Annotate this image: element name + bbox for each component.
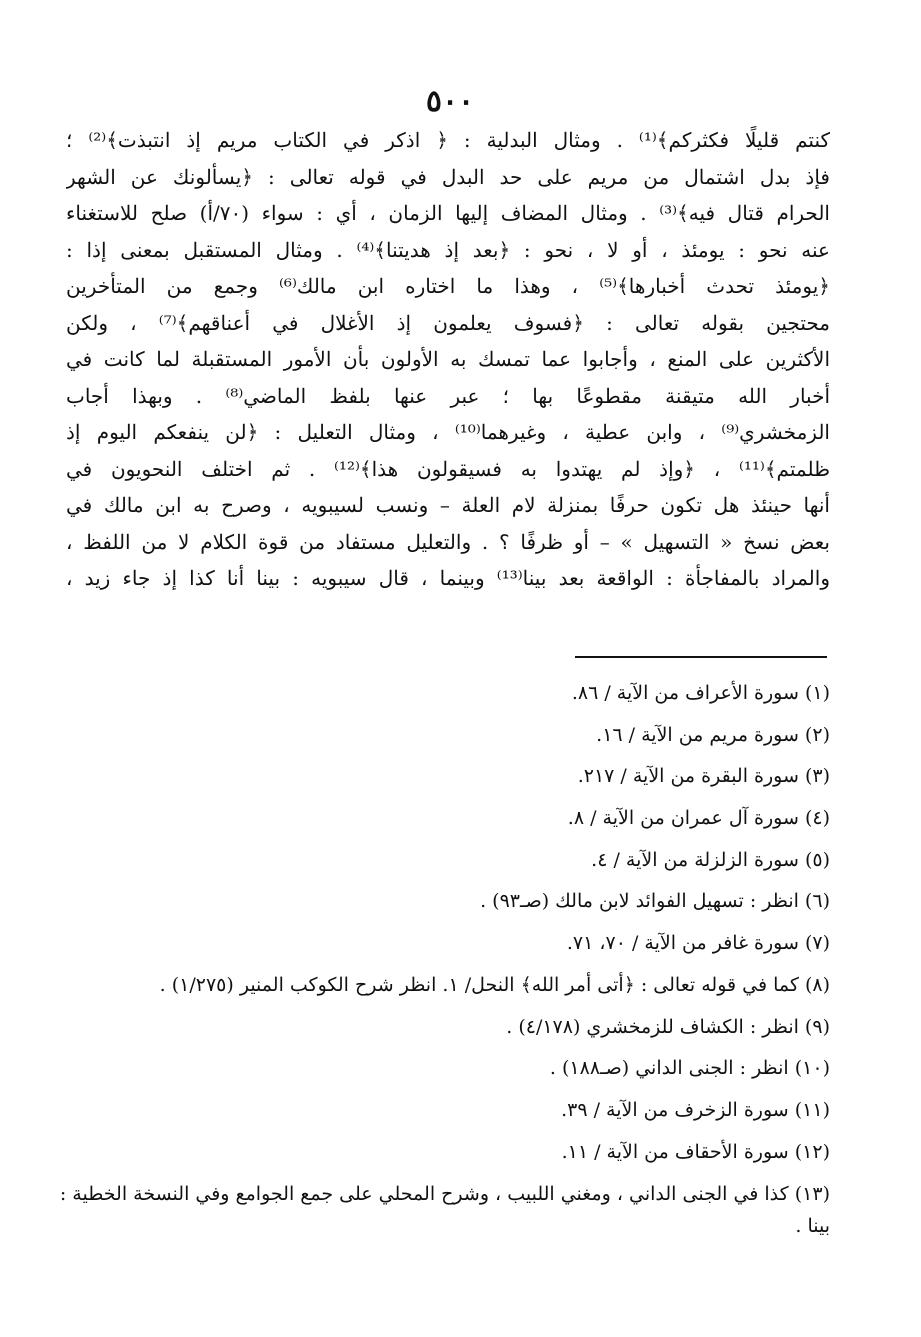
text-line: أنها حينئذ هل تكون حرفًا بمنزلة لام العلة – ونسب لسيبويه ، وصرح به ابن مالك في bbox=[66, 493, 830, 517]
text-line: والمراد بالمفاجأة : الواقعة بعد بينا⁽¹³⁾ وبينما ، قال سيبويه : بينا أنا كذا إذ جاء زيد ، bbox=[66, 566, 830, 590]
text-line: كنتم قليلًا فكثركم﴾⁽¹⁾ . ومثال البدلية : ﴿ اذكر في الكتاب مريم إذ انتبذت﴾⁽²⁾ ؛ bbox=[66, 128, 830, 152]
footnote: (٧) سورة غافر من الآية / ٧٠، ٧١. bbox=[566, 932, 830, 955]
footnote: (٦) انظر : تسهيل الفوائد لابن مالك (صـ٩٣) . bbox=[480, 890, 830, 913]
footnote: (٢) سورة مريم من الآية / ١٦. bbox=[596, 723, 830, 746]
footnote: (٩) انظر : الكشاف للزمخشري (٤/١٧٨) . bbox=[506, 1015, 830, 1038]
main-text bbox=[66, 122, 830, 597]
footnote: (٨) كما في قوله تعالى : ﴿أتى أمر الله﴾ النحل/ ١. انظر شرح الكوكب المنير (١/٢٧٥) . bbox=[159, 973, 830, 996]
footnote: (١١) سورة الزخرف من الآية / ٣٩. bbox=[561, 1098, 830, 1121]
footnote: (١٣) كذا في الجنى الداني ، ومغني اللبيب ، وشرح المحلي على جمع الجوامع وفي النسخة الخطية : بينا . bbox=[59, 1183, 830, 1238]
footnote: (١) سورة الأعراف من الآية / ٨٦. bbox=[571, 682, 830, 704]
footnote: (٤) سورة آل عمران من الآية / ٨. bbox=[567, 807, 830, 830]
footnote: (١٢) سورة الأحقاف من الآية / ١١. bbox=[561, 1140, 830, 1163]
footnote: (٥) سورة الزلزلة من الآية / ٤. bbox=[591, 848, 830, 871]
footnote: (١٠) انظر : الجنى الداني (صـ١٨٨) . bbox=[549, 1057, 830, 1080]
text-line: ظلمتم﴾⁽¹¹⁾ ، ﴿وإذ لم يهتدوا به فسيقولون هذا﴾⁽¹²⁾ . ثم اختلف النحويون في bbox=[66, 456, 830, 481]
footnote-separator bbox=[575, 656, 827, 658]
footnote: (٣) سورة البقرة من الآية / ٢١٧. bbox=[577, 765, 830, 788]
footnotes bbox=[58, 678, 830, 1242]
text-line: بعض نسخ « التسهيل » – أو ظرفًا ؟ . والتعليل مستفاد من قوة الكلام لا من اللفظ ، bbox=[66, 529, 830, 554]
text-line: عنه نحو : يومئذ ، أو لا ، نحو : ﴿بعد إذ هديتنا﴾⁽⁴⁾ . ومثال المستقبل بمعنى إذا : bbox=[66, 237, 830, 262]
page-number: ٥٠٠ bbox=[425, 84, 475, 119]
text-line: الأكثرين على المنع ، وأجابوا عما تمسك به الأولون بأن الأمور المستقبلة لما كانت في bbox=[66, 347, 830, 371]
text-line: الزمخشري⁽⁹⁾ ، وابن عطية ، وغيرهما⁽¹⁰⁾ ، ومثال التعليل : ﴿لن ينفعكم اليوم إذ bbox=[66, 420, 830, 444]
text-line: الحرام قتال فيه﴾⁽³⁾ . ومثال المضاف إليها الزمان ، أي : سواء (٧٠/أ) صلح للاستغناء bbox=[66, 201, 830, 225]
text-line: ﴿يومئذ تحدث أخبارها﴾⁽⁵⁾ ، وهذا ما اختاره ابن مالك⁽⁶⁾ وجمع من المتأخرين bbox=[66, 274, 830, 298]
text-line: فإذ بدل اشتمال من مريم على حد البدل في قوله تعالى : ﴿يسألونك عن الشهر bbox=[66, 164, 830, 189]
text-line: أخبار الله متيقنة مقطوعًا بها ؛ عبر عنها بلفظ الماضي⁽⁸⁾ . وبهذا أجاب bbox=[66, 383, 830, 408]
text-line: محتجين بقوله تعالى : ﴿فسوف يعلمون إذ الأغلال في أعناقهم﴾⁽⁷⁾ ، ولكن bbox=[66, 310, 830, 335]
